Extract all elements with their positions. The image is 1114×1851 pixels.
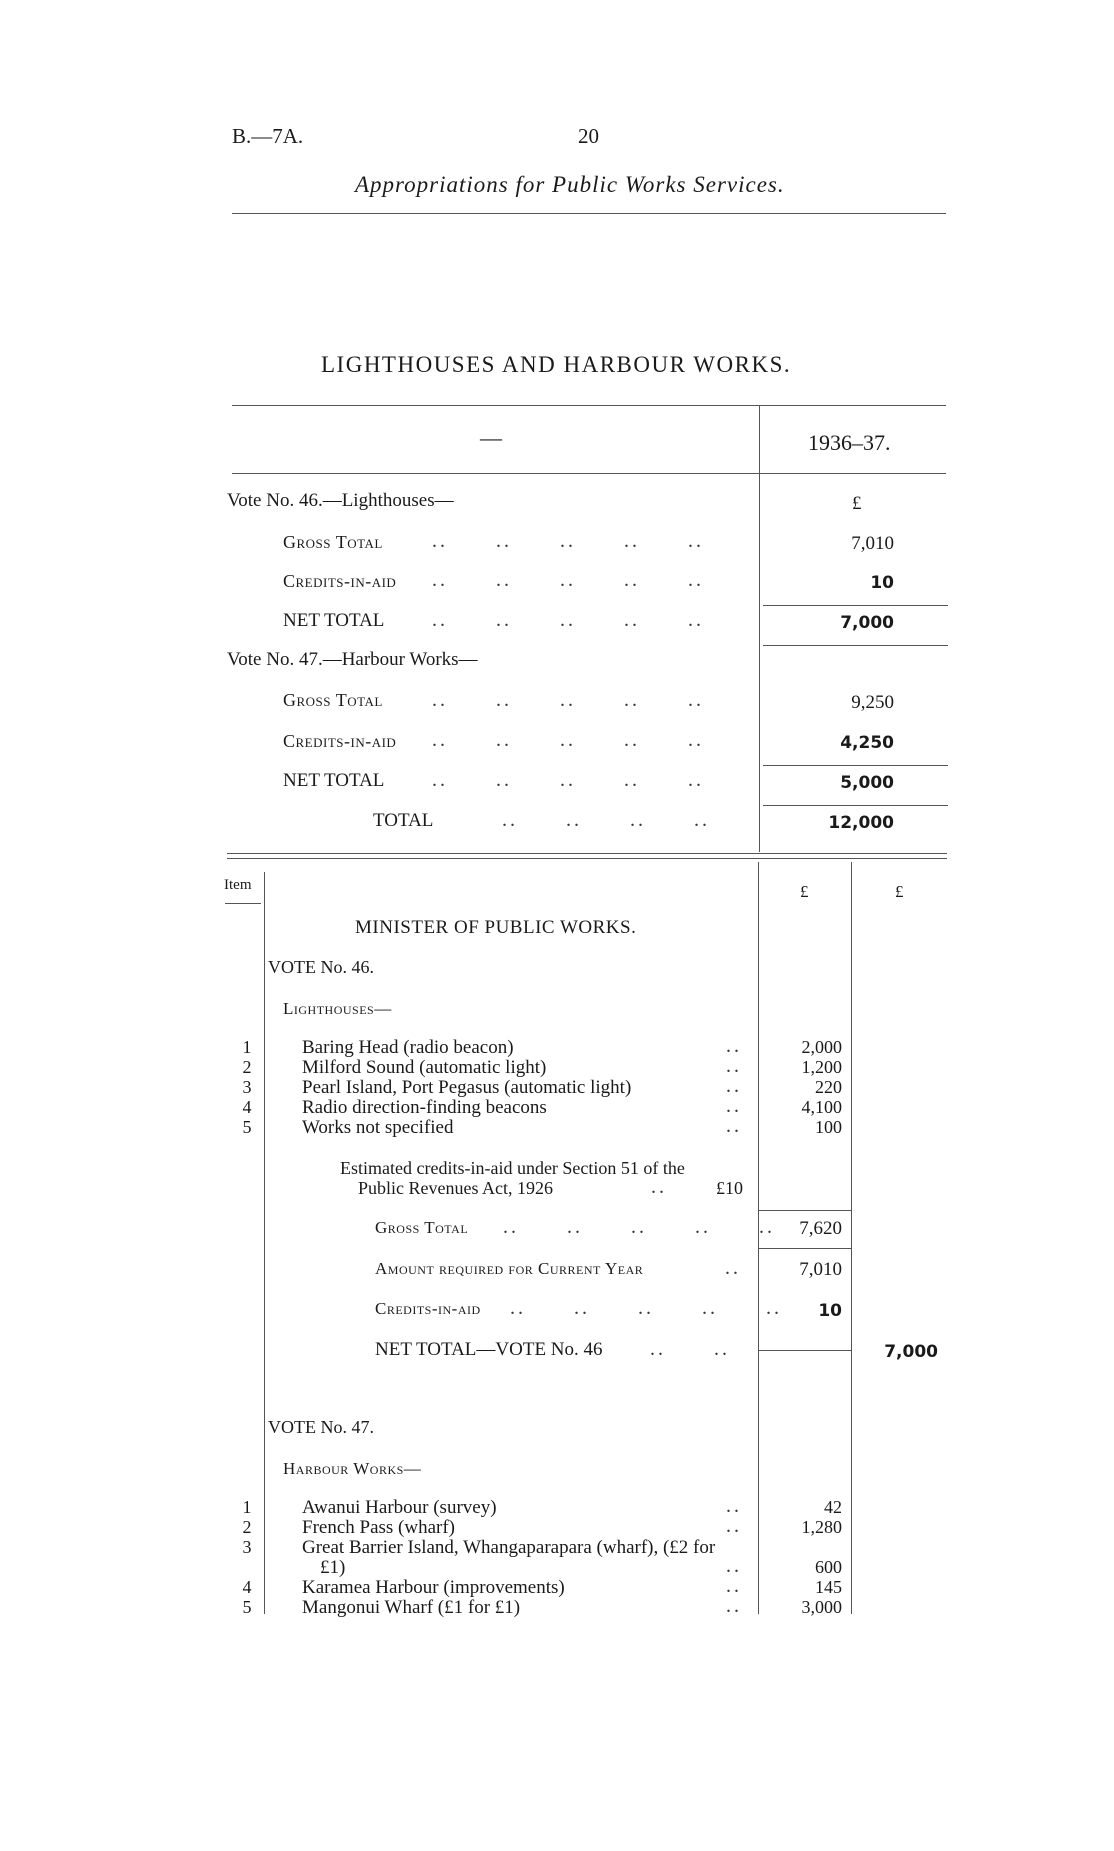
leader-dots: .. [726, 1055, 742, 1077]
vote46-gross-label: Gross Total [283, 532, 383, 552]
summary-column-blank-header: — [480, 425, 502, 450]
rule [763, 765, 948, 766]
item-amount: 145 [815, 1577, 842, 1597]
vote47-heading: VOTE No. 47. [268, 1417, 374, 1437]
item-number: 3 [242, 1537, 252, 1557]
rule [758, 1350, 852, 1351]
leader-dots: .. [726, 1515, 742, 1537]
item-amount: 2,000 [801, 1037, 842, 1057]
leader-dots: .. .. .. .. .. [432, 729, 704, 751]
amount-required-label: Amount required for Current Year [375, 1259, 644, 1278]
leader-dots: .. .. .. .. .. [432, 609, 704, 631]
vote46-net-value: 7,000 [840, 613, 894, 633]
leader-dots: .. [726, 1555, 742, 1577]
item-amount: 220 [815, 1077, 842, 1097]
amount1-pound-header: £ [800, 882, 809, 901]
rule [763, 805, 948, 806]
summary-total-label: TOTAL [373, 810, 434, 831]
leader-dots: .. .. .. .. .. [432, 769, 704, 791]
document-reference: B.—7A. [232, 124, 304, 148]
leader-dots: .. [726, 1115, 742, 1137]
leader-dots: .. [726, 1095, 742, 1117]
leader-dots: .. [726, 1595, 742, 1617]
summary-year-header: 1936–37. [808, 430, 891, 455]
leader-dots: .. [725, 1257, 741, 1279]
item-description: Awanui Harbour (survey) [302, 1497, 497, 1518]
item-number: 2 [242, 1517, 252, 1537]
detail-gross-value: 7,620 [799, 1218, 842, 1239]
detail-credits-value: 10 [818, 1301, 842, 1321]
item-amount: 4,100 [801, 1097, 842, 1117]
leader-dots: .. [726, 1075, 742, 1097]
item-amount: 600 [815, 1557, 842, 1577]
rule [758, 1210, 852, 1211]
detail-net-label: NET TOTAL—VOTE No. 46 [375, 1339, 603, 1360]
item-description: Karamea Harbour (improvements) [302, 1577, 565, 1598]
vote47-gross-label: Gross Total [283, 690, 383, 710]
harbour-works-heading: Harbour Works— [283, 1459, 422, 1478]
vote46-summary-label: Vote No. 46.—Lighthouses— [227, 490, 454, 511]
detail-gross-label: Gross Total [375, 1218, 469, 1237]
item-description: French Pass (wharf) [302, 1517, 456, 1538]
item-number: 1 [242, 1037, 252, 1057]
item-description: Great Barrier Island, Whangaparapara (wharf), (£2 for [302, 1537, 716, 1558]
item-header-rule [225, 903, 261, 904]
vote47-credits-label: Credits-in-aid [283, 731, 397, 751]
leader-dots: .. .. .. .. .. [432, 530, 704, 552]
item-number: 2 [242, 1057, 252, 1077]
vote47-summary-label: Vote No. 47.—Harbour Works— [227, 649, 478, 670]
detail-net-value: 7,000 [884, 1342, 938, 1362]
item-column-header: Item [224, 877, 252, 893]
leader-dots: .. .. [650, 1338, 730, 1360]
item-description: Works not specified [302, 1117, 454, 1138]
summary-top-rule [232, 405, 946, 406]
item-amount: 3,000 [801, 1597, 842, 1617]
vote46-net-label: NET TOTAL [283, 610, 385, 631]
credits-note-line2: Public Revenues Act, 1926 [358, 1178, 553, 1198]
lighthouses-heading: Lighthouses— [283, 999, 392, 1018]
summary-total-value: 12,000 [828, 813, 894, 833]
vote46-credits-label: Credits-in-aid [283, 571, 397, 591]
leader-dots: .. .. .. .. .. [432, 689, 704, 711]
item-description-continued: £1) [320, 1557, 346, 1578]
item-number: 4 [242, 1097, 252, 1117]
item-description: Pearl Island, Port Pegasus (automatic light) [302, 1077, 632, 1098]
amount2-pound-header: £ [895, 882, 904, 901]
item-column-divider [264, 872, 265, 1614]
item-description: Baring Head (radio beacon) [302, 1037, 514, 1058]
amount2-column-divider [851, 862, 852, 1614]
leader-dots: .. [726, 1035, 742, 1057]
item-description: Mangonui Wharf (£1 for £1) [302, 1597, 521, 1618]
item-amount: 100 [815, 1117, 842, 1137]
item-description: Milford Sound (automatic light) [302, 1057, 547, 1078]
vote46-credits-value: 10 [870, 573, 894, 593]
leader-dots: .. .. .. .. .. [510, 1297, 782, 1319]
item-number: 3 [242, 1077, 252, 1097]
credits-note-line1: Estimated credits-in-aid under Section 51 of the [340, 1158, 685, 1178]
rule [758, 1248, 852, 1249]
section-title: LIGHTHOUSES AND HARBOUR WORKS. [321, 352, 792, 377]
leader-dots: .. [651, 1176, 667, 1198]
rule [763, 605, 948, 606]
leader-dots: .. .. .. .. .. [432, 569, 704, 591]
header-rule [232, 213, 946, 214]
amount-required-value: 7,010 [799, 1259, 842, 1280]
vote46-gross-value: 7,010 [851, 533, 894, 554]
item-amount: 1,280 [801, 1517, 842, 1537]
summary-pound-sign: £ [852, 493, 862, 514]
item-number: 5 [242, 1117, 252, 1137]
summary-header-rule [232, 473, 946, 474]
item-number: 1 [242, 1497, 252, 1517]
page-number: 20 [578, 124, 599, 148]
item-number: 5 [242, 1597, 252, 1617]
credits-note-amount: £10 [716, 1178, 743, 1198]
item-amount: 42 [824, 1497, 842, 1517]
vote46-heading: VOTE No. 46. [268, 957, 374, 977]
vote47-net-value: 5,000 [840, 773, 894, 793]
item-amount: 1,200 [801, 1057, 842, 1077]
vote47-gross-value: 9,250 [851, 692, 894, 713]
leader-dots: .. [726, 1495, 742, 1517]
vote47-net-label: NET TOTAL [283, 770, 385, 791]
summary-bottom-rule [227, 858, 947, 859]
leader-dots: .. [726, 1575, 742, 1597]
leader-dots: .. .. .. .. [502, 809, 710, 831]
minister-heading: MINISTER OF PUBLIC WORKS. [355, 917, 637, 938]
leader-dots: .. .. .. .. .. [503, 1216, 775, 1238]
item-number: 4 [242, 1577, 252, 1597]
summary-bottom-rule [227, 853, 947, 854]
item-description: Radio direction-finding beacons [302, 1097, 547, 1118]
detail-credits-label: Credits-in-aid [375, 1299, 481, 1318]
vote47-credits-value: 4,250 [840, 733, 894, 753]
rule [763, 645, 948, 646]
page-subtitle: Appropriations for Public Works Services. [355, 172, 785, 197]
